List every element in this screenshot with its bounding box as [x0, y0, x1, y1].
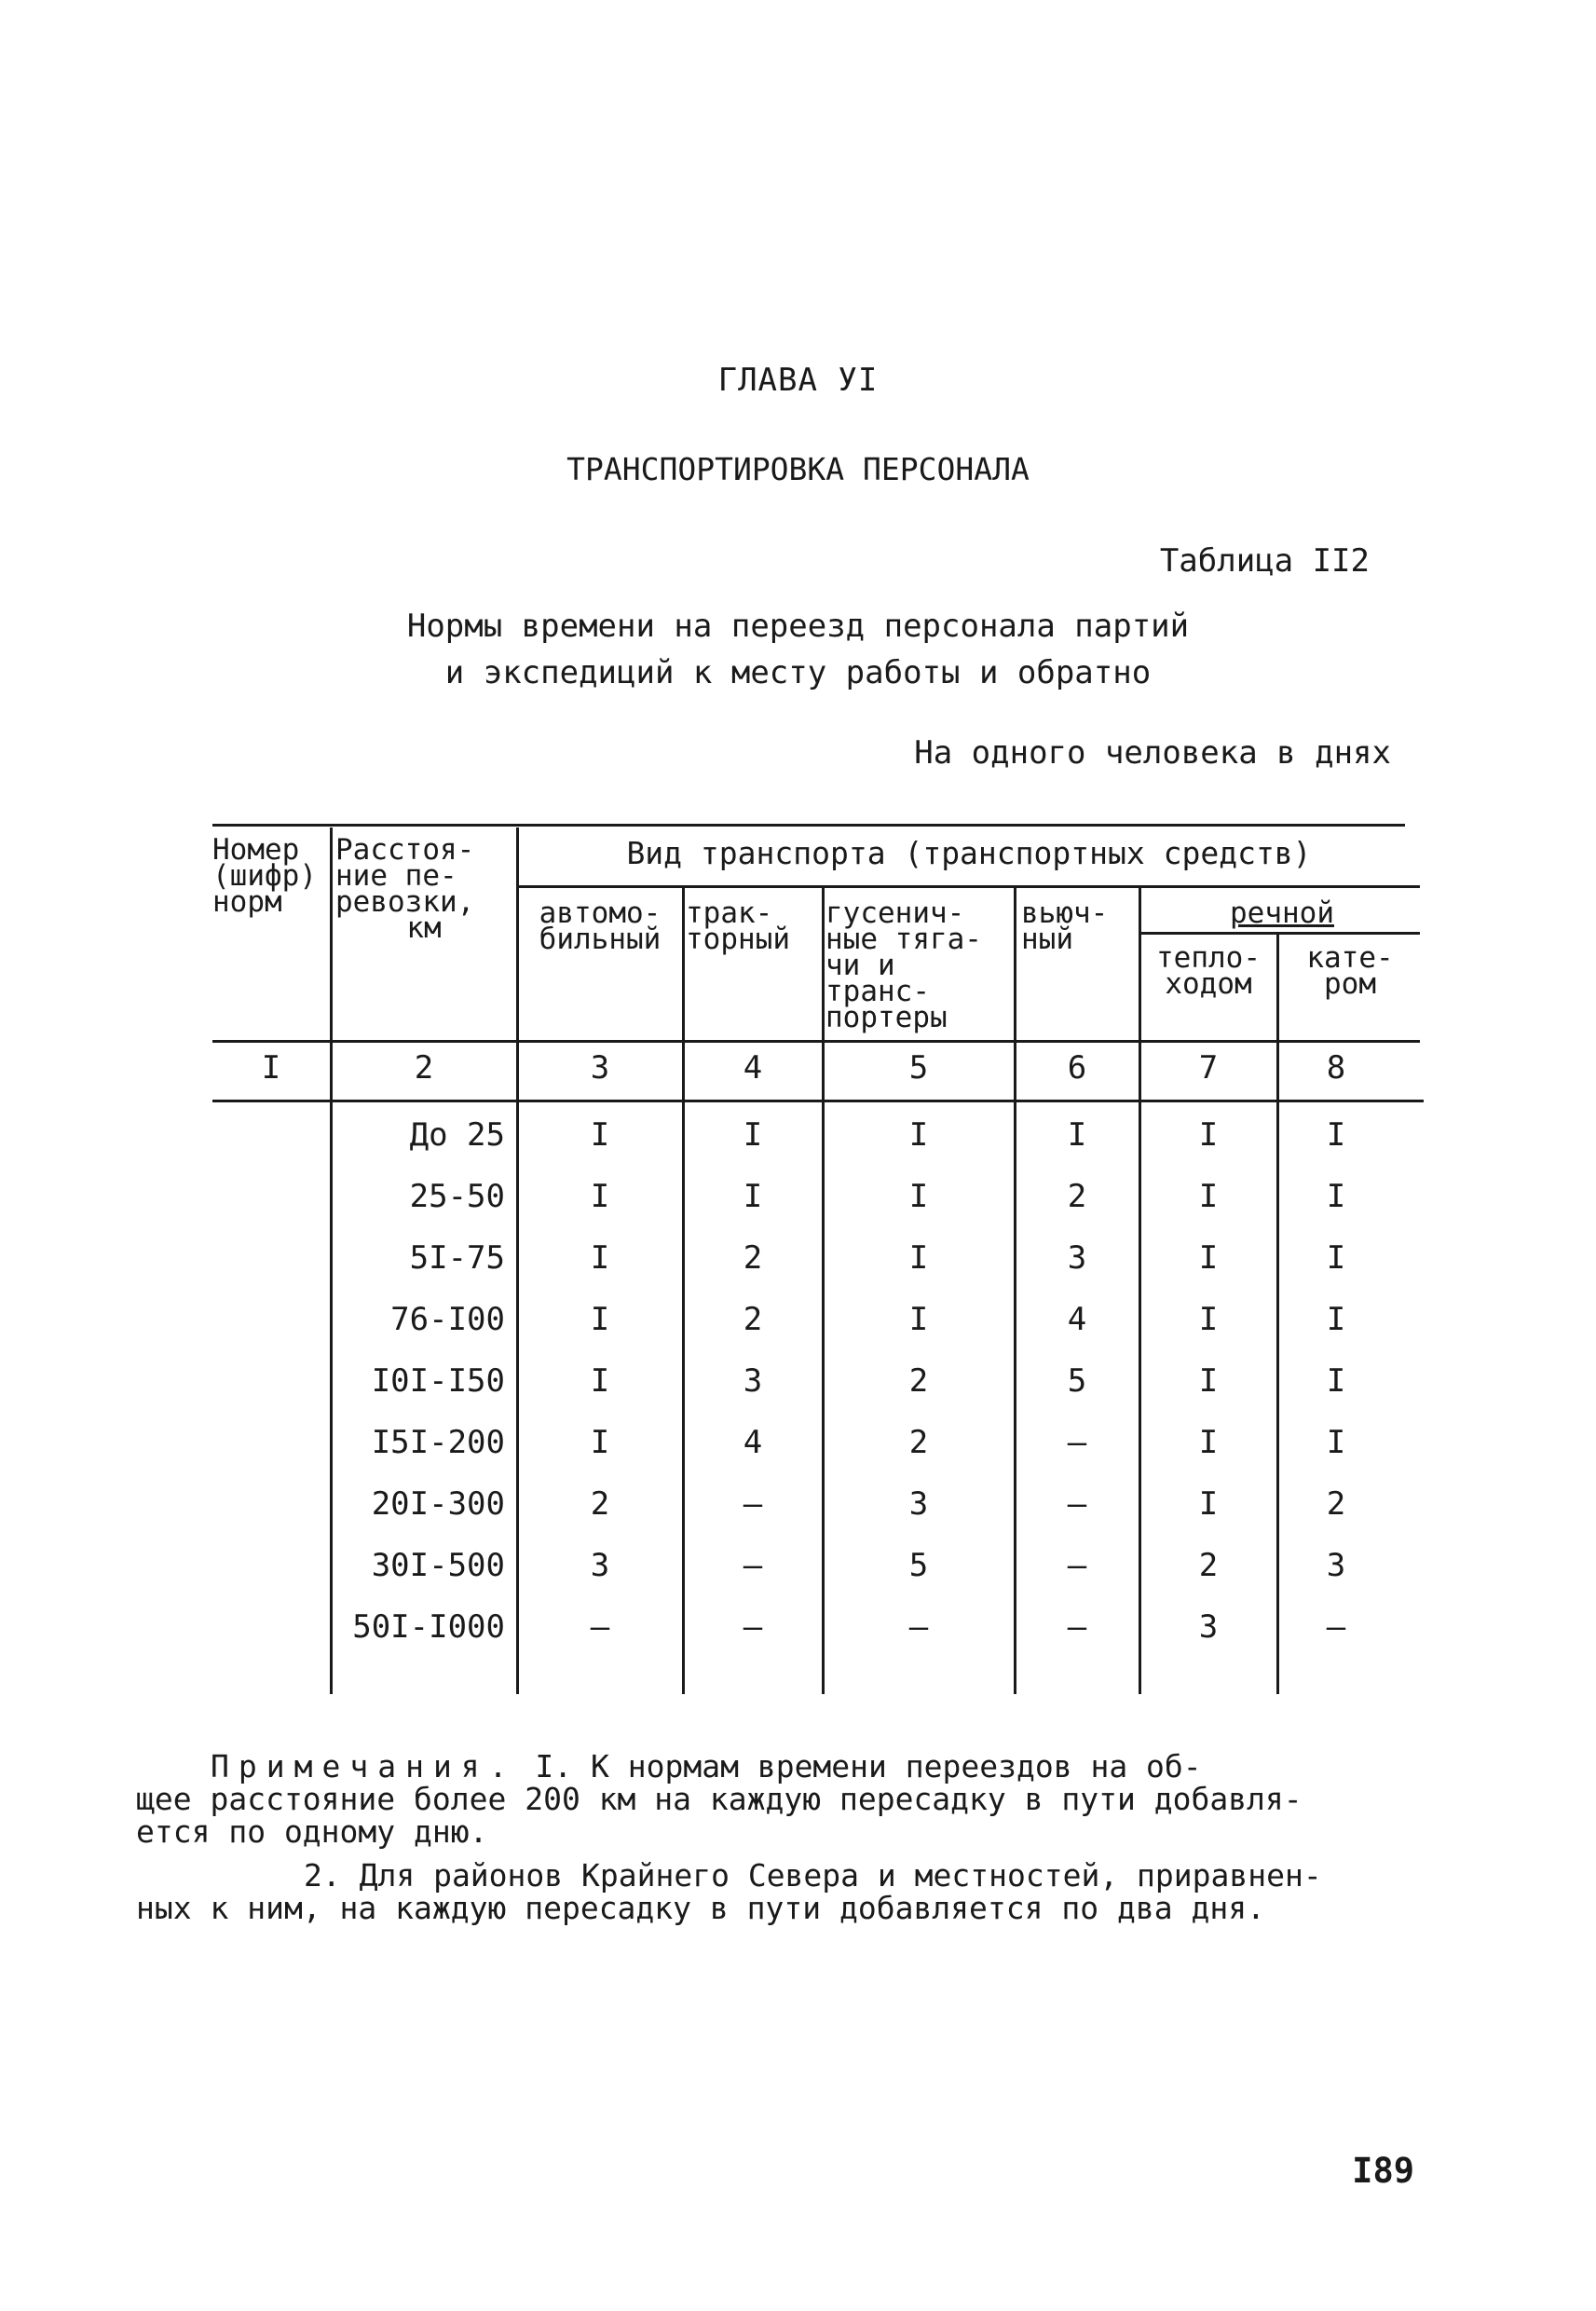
row-value: 2	[1198, 1547, 1219, 1584]
group-header-rule	[518, 885, 1420, 888]
row-distance: I5I-200	[371, 1424, 505, 1461]
header-bottom-rule	[212, 1040, 1420, 1043]
header-line: ние пе-	[335, 859, 457, 893]
column-number: 7	[1198, 1049, 1219, 1087]
header-distance	[335, 833, 512, 945]
column-number: 3	[590, 1049, 610, 1087]
column-number: 2	[414, 1049, 434, 1087]
row-value: 5	[1067, 1362, 1087, 1400]
row-value: I	[1198, 1116, 1219, 1154]
page-number: I89	[1352, 2151, 1414, 2191]
row-value: I	[1198, 1301, 1219, 1338]
row-value: I	[1198, 1178, 1219, 1215]
header-line: Номер	[212, 833, 300, 867]
header-auto	[520, 896, 680, 956]
row-value: I	[908, 1239, 929, 1277]
row-value: I	[590, 1301, 610, 1338]
header-line: вьюч-	[1021, 896, 1109, 930]
header-line: торный	[686, 923, 790, 956]
note-1-text: I. К нормам времени переездов на об-	[535, 1748, 1202, 1785]
column-number: 8	[1326, 1049, 1346, 1087]
row-value: I	[590, 1178, 610, 1215]
row-value: I	[1326, 1301, 1346, 1338]
row-value: 3	[908, 1485, 929, 1523]
header-line: кате-	[1306, 941, 1394, 975]
row-value: I	[743, 1116, 763, 1154]
row-value: I	[590, 1116, 610, 1154]
row-value: I	[590, 1362, 610, 1400]
colnum-bottom-rule	[212, 1100, 1424, 1102]
note-2-line2: ных к ним, на каждую пересадку в пути добавляется по два дня.	[136, 1890, 1265, 1926]
row-value: 2	[908, 1362, 929, 1400]
header-line: трак-	[686, 896, 773, 930]
row-value: I	[908, 1301, 929, 1338]
row-value: 4	[743, 1424, 763, 1461]
note-1-line1	[211, 1750, 1422, 1783]
row-value: I	[1198, 1239, 1219, 1277]
row-distance: 25-50	[409, 1178, 505, 1215]
header-line: автомо-	[539, 896, 662, 930]
row-value: 3	[743, 1362, 763, 1400]
row-distance: 50I-I000	[352, 1608, 505, 1646]
header-line: км	[406, 911, 442, 945]
row-value: –	[743, 1485, 763, 1523]
notes-label: Примечания.	[211, 1748, 517, 1785]
header-caterpillar	[825, 896, 1012, 1034]
row-value: 2	[743, 1239, 763, 1277]
header-line: норм	[212, 885, 282, 919]
row-value: I	[1067, 1116, 1087, 1154]
row-value: I	[743, 1178, 763, 1215]
header-norm-number	[212, 833, 317, 919]
header-tractor	[686, 896, 820, 956]
column-number: 6	[1067, 1049, 1087, 1087]
row-value: I	[1326, 1239, 1346, 1277]
column-number: 5	[908, 1049, 929, 1087]
row-value: –	[1067, 1424, 1087, 1461]
header-line: ные тяга-	[825, 923, 982, 956]
row-value: –	[590, 1608, 610, 1646]
row-value: –	[1067, 1485, 1087, 1523]
column-number: 4	[743, 1049, 763, 1087]
table-caption-line2: и экспедиций к месту работы и обратно	[444, 654, 1152, 691]
row-value: 3	[1326, 1547, 1346, 1584]
header-river: речной	[1230, 896, 1334, 930]
row-value: –	[1326, 1608, 1346, 1646]
header-line: ный	[1021, 923, 1073, 956]
column-number: I	[261, 1049, 281, 1087]
row-value: I	[1326, 1424, 1346, 1461]
row-distance: 30I-500	[371, 1547, 505, 1584]
header-line: Расстоя-	[335, 833, 475, 867]
row-value: –	[743, 1608, 763, 1646]
note-1-line3: ется по одному дню.	[136, 1813, 488, 1850]
table-top-rule	[212, 824, 1405, 827]
row-value: 2	[590, 1485, 610, 1523]
row-value: 2	[743, 1301, 763, 1338]
row-distance: 5I-75	[409, 1239, 505, 1277]
row-value: 3	[1198, 1608, 1219, 1646]
section-title: ТРАНСПОРТИРОВКА ПЕРСОНАЛА	[566, 451, 1030, 487]
row-value: 5	[908, 1547, 929, 1584]
row-value: 2	[1326, 1485, 1346, 1523]
chapter-title: ГЛАВА УI	[717, 362, 879, 399]
row-value: 4	[1067, 1301, 1087, 1338]
header-line: ревозки,	[335, 885, 475, 919]
header-motorship	[1142, 941, 1275, 1001]
header-line: (шифр)	[212, 859, 317, 893]
row-value: 3	[590, 1547, 610, 1584]
row-value: I	[1326, 1178, 1346, 1215]
header-line: гусенич-	[825, 896, 965, 930]
header-line: ходом	[1165, 967, 1252, 1001]
header-line: чи и транс-	[825, 949, 930, 1008]
row-value: 2	[908, 1424, 929, 1461]
row-value: I	[1198, 1424, 1219, 1461]
row-value: I	[1326, 1362, 1346, 1400]
row-value: 3	[1067, 1239, 1087, 1277]
row-value: I	[1198, 1362, 1219, 1400]
row-value: I	[590, 1239, 610, 1277]
header-line: ром	[1324, 967, 1376, 1001]
header-line: тепло-	[1156, 941, 1261, 975]
header-transport-group: Вид транспорта (транспортных средств)	[626, 835, 1312, 871]
notes-block	[136, 1748, 1422, 1926]
row-distance: 20I-300	[371, 1485, 505, 1523]
table-number: Таблица II2	[1159, 542, 1370, 580]
row-value: I	[1326, 1116, 1346, 1154]
row-value: –	[1067, 1547, 1087, 1584]
row-value: –	[743, 1547, 763, 1584]
note-1-line2: щее расстояние более 200 км на каждую пересадку в пути добавля-	[136, 1781, 1303, 1817]
header-pack	[1021, 896, 1133, 956]
row-distance: 76-I00	[390, 1301, 505, 1338]
row-value: –	[1067, 1608, 1087, 1646]
row-value: 2	[1067, 1178, 1087, 1215]
note-2-line1: 2. Для районов Крайнего Севера и местностей, приравнен-	[304, 1857, 1322, 1894]
table-caption-line1: Нормы времени на переезд персонала партий	[406, 608, 1190, 645]
row-value: I	[908, 1116, 929, 1154]
header-boat	[1280, 941, 1420, 1001]
row-distance: I0I-I50	[371, 1362, 505, 1400]
row-value: –	[908, 1608, 929, 1646]
table-unit: На одного человека в днях	[914, 734, 1391, 772]
header-line: бильный	[539, 923, 662, 956]
row-value: I	[908, 1178, 929, 1215]
row-distance: До 25	[409, 1116, 505, 1154]
river-header-rule	[1139, 932, 1420, 935]
row-value: I	[590, 1424, 610, 1461]
header-line: портеры	[825, 1001, 948, 1034]
row-value: I	[1198, 1485, 1219, 1523]
